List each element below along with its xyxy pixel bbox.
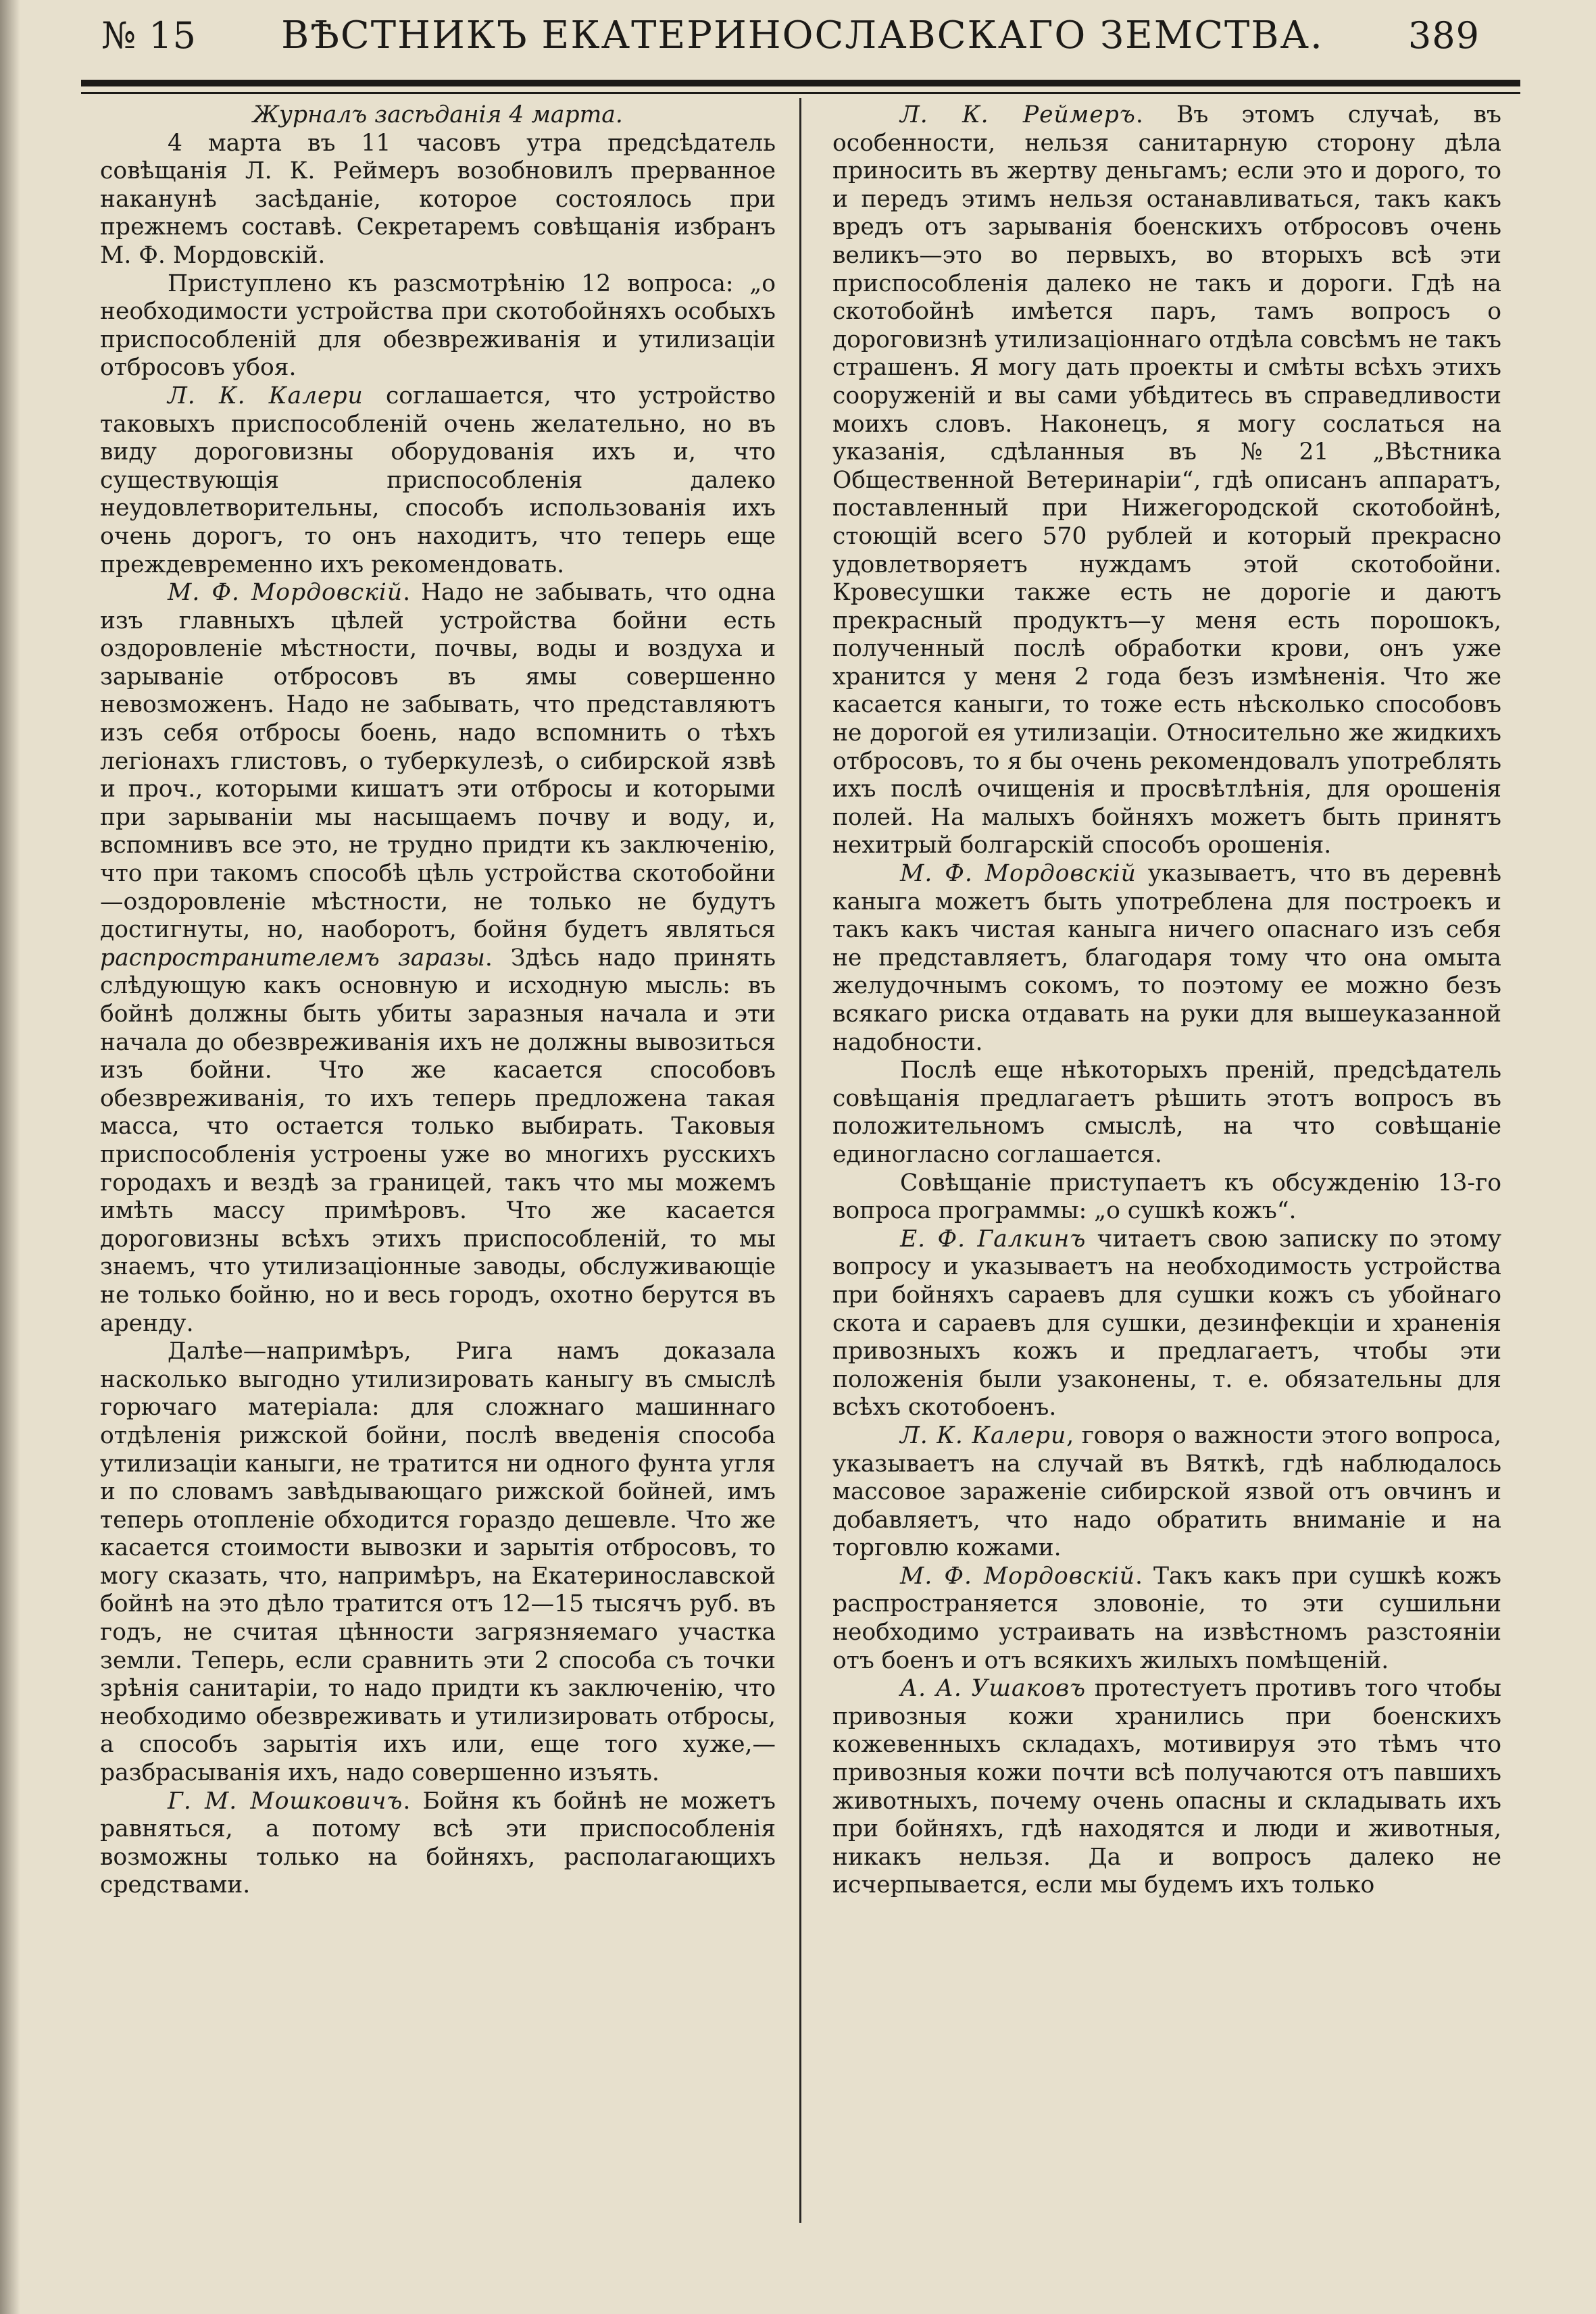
- speech-text: . Надо не забывать, что одна изъ главныхъ цѣлей устройства бойни есть оздоровленіе мѣстности, почвы, воды и воздуха и зарываніе отбросовъ въ ямы совершенно невозможенъ. Надо не забывать, что представляютъ изъ себя отбросы боень, надо вспомнить о тѣхъ легіонахъ глистовъ, о туберкулезѣ, о сибирской язвѣ и проч., которыми кишатъ эти отбросы и которыми при зарываніи мы насыщаемъ почву и воду, и, вспомнивъ все это, не трудно придти къ заключенію, что при такомъ способѣ цѣль устройства скотобойни—оздоровленіе мѣстности, не только не будутъ достигнуты, но, наоборотъ, бойня будетъ являться: [100, 579, 776, 944]
- speaker-name: Л. К. Калери: [168, 382, 364, 409]
- paragraph: Послѣ еще нѣкоторыхъ преній, предсѣдатель совѣщанія предлагаетъ рѣшить этотъ вопросъ въ положительномъ смыслѣ, на что совѣщаніе единогласно соглашается.: [832, 1057, 1501, 1168]
- speaker-name: А. А. Ушаковъ: [900, 1675, 1087, 1703]
- speech-text: . Такъ какъ при сушкѣ кожъ распространяется зловоніе, то эти сушильни необходимо устраивать на извѣстномъ разстояніи отъ боенъ и отъ всякихъ жилыхъ помѣщеній.: [832, 1562, 1502, 1674]
- speaker-name: М. Ф. Мордовскій: [168, 579, 403, 607]
- speaker-name: Л. К. Калери: [900, 1422, 1067, 1449]
- speech-text: указываетъ, что въ деревнѣ каныга можетъ быть употреблена для построекъ и такъ какъ чистая каныга ничего опаснаго изъ себя не представляетъ, благодаря тому что она омыта желудочнымъ сокомъ, то поэтому ее можно безъ всякаго риска отдавать на руки для вышеуказанной надобности.: [832, 860, 1502, 1056]
- speech-paragraph: [832, 101, 1501, 860]
- speech-paragraph: [832, 1563, 1501, 1675]
- left-column: [100, 101, 776, 1900]
- speech-text: соглашается, что устройство таковыхъ приспособленій очень желательно, но въ виду дороговизны оборудованія ихъ и, что существующія приспособленія далеко неудовлетворительны, способъ использованія ихъ очень дорогъ, то онъ находитъ, что теперь еще преждевременно ихъ рекомендовать.: [100, 382, 776, 578]
- speech-paragraph: [832, 860, 1501, 1057]
- paragraph: 4 марта въ 11 часовъ утра предсѣдатель совѣщанія Л. К. Реймеръ возобновилъ прерванное наканунѣ засѣданіе, которое состоялось при прежнемъ составѣ. Секретаремъ совѣщанія избранъ М. Ф. Мордовскій.: [100, 129, 776, 269]
- speech-text: читаетъ свою записку по этому вопросу и указываетъ на необходимость устройства при бойняхъ сараевъ для сушки кожъ съ убойнаго скота и сараевъ для сушки, дезинфекціи и храненія привозныхъ кожъ и предлагаетъ, чтобы эти положенія были узаконены, т. е. обязательны для всѣхъ скотобоенъ.: [832, 1225, 1501, 1422]
- speaker-name: Г. М. Мошковичъ: [168, 1787, 403, 1815]
- speech-text: протестуетъ противъ того чтобы привозныя кожи хранились при боенскихъ кожевенныхъ складахъ, мотивируя это тѣмъ что привозныя кожи почти всѣ получаются отъ павшихъ животныхъ, почему очень опасны и складывать ихъ при бойняхъ, гдѣ находятся и люди и животныя, никакъ нельзя. Да и вопросъ далеко не исчерпывается, если мы будемъ ихъ только: [832, 1675, 1501, 1899]
- speaker-name: М. Ф. Мордовскій: [900, 860, 1137, 888]
- paragraph: Совѣщаніе приступаетъ къ обсужденію 13-го вопроса программы: „о сушкѣ кожъ“.: [832, 1169, 1501, 1225]
- paragraph: Далѣе—напримѣръ, Рига намъ доказала насколько выгодно утилизировать каныгу въ смыслѣ горючаго матеріала: для сложнаго машиннаго отдѣленія рижской бойни, послѣ введенія способа утилизаціи каныги, не тратится ни одного фунта угля и по словамъ завѣдывающаго рижской бойней, имъ теперь отопленіе обходится гораздо дешевле. Что же касается стоимости вывозки и зарытія отбросовъ, то могу сказать, что, напримѣръ, на Екатеринославской бойнѣ на это дѣло тратится отъ 12—15 тысячъ руб. въ годъ, не считая цѣнности загрязняемаго участка земли. Теперь, если сравнить эти 2 способа съ точки зрѣнія санитаріи, то надо придти къ заключенію, что необходимо обезвреживать и утилизировать отбросы, а способъ зарытія ихъ или, еще того хуже,—разбрасыванія ихъ, надо совершенно изъять.: [100, 1338, 776, 1787]
- speaker-name: Л. К. Реймеръ: [900, 101, 1136, 128]
- speech-paragraph: [832, 1226, 1501, 1422]
- page-number: 389: [1407, 14, 1480, 57]
- speech-paragraph: [100, 382, 776, 579]
- speech-text: . Бойня къ бойнѣ не можетъ равняться, а потому всѣ эти приспособленія возможны только на бойняхъ, располагающихъ средствами.: [100, 1787, 776, 1899]
- journal-title: ВѢСТНИКЪ ЕКАТЕРИНОСЛАВСКАГО ЗЕМСТВА.: [281, 13, 1324, 57]
- header-rule-thick: [81, 80, 1520, 86]
- header-rule-thin: [81, 92, 1520, 94]
- speech-paragraph: [832, 1422, 1501, 1563]
- speech-text: , говоря о важности этого вопроса, указываетъ на случай въ Вяткѣ, гдѣ наблюдалось массовое зараженіе сибирской язвой отъ овчинъ и добавляетъ, что надо обратить вниманіе и на торговлю кожами.: [832, 1422, 1501, 1562]
- right-column: [832, 101, 1501, 1900]
- speaker-name: Е. Ф. Галкинъ: [900, 1225, 1087, 1253]
- speech-paragraph: [832, 1675, 1501, 1900]
- session-heading: Журналъ засѣданія 4 марта.: [253, 101, 623, 128]
- running-header: [101, 8, 1480, 62]
- speech-paragraph: [100, 1788, 776, 1900]
- paragraph: Приступлено къ разсмотрѣнію 12 вопроса: „о необходимости устройства при скотобойняхъ особыхъ приспособленій для обезвреживанія и утилизаціи отбросовъ убоя.: [100, 270, 776, 382]
- speech-text-continued: . Здѣсь надо принять слѣдующую какъ основную и исходную мысль: въ бойнѣ должны быть убиты заразныя начала и эти начала до обезвреживанія ихъ не должны вывозиться изъ бойни. Что же касается способовъ обезвреживанія, то ихъ теперь предложена такая масса, что остается только выбирать. Таковыя приспособленія устроены уже во многихъ русскихъ городахъ и вездѣ за границей, такъ что мы можемъ имѣть массу примѣровъ. Что же касается дороговизны всѣхъ этихъ приспособленій, то мы знаемъ, что утилизаціонные заводы, обслуживающіе не только бойню, но и весь городъ, охотно берутся въ аренду.: [100, 944, 776, 1337]
- speech-paragraph: [100, 579, 776, 1338]
- column-divider: [799, 98, 801, 2223]
- emphasized-text: распространителемъ заразы: [100, 944, 485, 972]
- page-edge-shadow: [0, 0, 20, 2314]
- speaker-name: М. Ф. Мордовскій: [900, 1562, 1136, 1590]
- speech-text: . Въ этомъ случаѣ, въ особенности, нельзя санитарную сторону дѣла приносить въ жертву деньгамъ; если это и дорого, то и передъ этимъ нельзя останавливаться, такъ какъ вредъ отъ зарыванія боенскихъ отбросовъ очень великъ—это во первыхъ, во вторыхъ всѣ эти приспособленія далеко не такъ и дороги. Гдѣ на скотобойнѣ имѣется паръ, тамъ вопросъ о дороговизнѣ утилизаціоннаго отдѣла совсѣмъ не такъ страшенъ. Я могу дать проекты и смѣты всѣхъ этихъ сооруженій и вы сами убѣдитесь въ справедливости моихъ словъ. Наконецъ, я могу сослаться на указанія, сдѣланныя въ №21 „Вѣстника Общественной Ветеринаріи“, гдѣ описанъ аппаратъ, поставленный при Нижегородской скотобойнѣ, стоющій всего 570 рублей и который прекрасно удовлетворяетъ нуждамъ этой скотобойни. Кровесушки также есть не дорогіе и даютъ прекрасный продуктъ—у меня есть порошокъ, полученный послѣ обработки крови, онъ уже хранится у меня 2 года безъ измѣненія. Что же касается каныги, то тоже есть нѣсколько способовъ не дорогой ея утилизаціи. Относительно же жидкихъ отбросовъ, то я бы очень рекомендовалъ употреблять ихъ послѣ очищенія и просвѣтлѣнія, для орошенія полей. На малыхъ бойняхъ можетъ быть принятъ нехитрый болгарскій способъ орошенія.: [832, 101, 1501, 859]
- issue-number: № 15: [101, 14, 197, 57]
